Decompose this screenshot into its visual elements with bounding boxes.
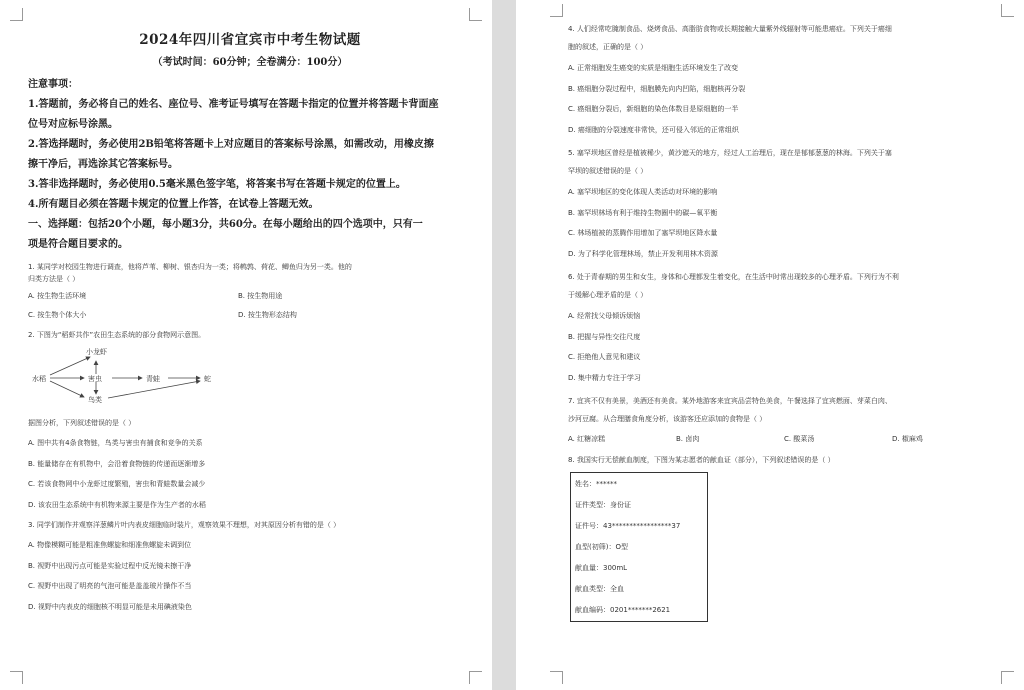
option-a: A. 图中共有4条食物链，鸟类与害虫有捕食和竞争的关系 xyxy=(28,439,203,447)
question-text: 5. 塞罕坝地区曾经是植被稀少，黄沙遮天的地方，经过人工治理后，现在是郁郁葱葱的林海。下列关于塞 xyxy=(568,149,892,157)
food-web-arrows xyxy=(28,347,228,405)
notice-line: 3.答非选择题时，务必使用0.5毫米黑色签字笔，将答案书写在答题卡规定的位置上。 xyxy=(28,179,406,190)
option-row xyxy=(28,310,472,320)
notice-line: 1.答题前，务必将自己的姓名、座位号、准考证号填写在答题卡指定的位置并将答题卡背面座 xyxy=(28,99,439,110)
question-text: 于缓解心理矛盾的是（ ） xyxy=(568,291,648,299)
node-frog: 青蛙 xyxy=(146,375,160,383)
document-page-right xyxy=(516,0,1024,690)
option-d: D. 按生物形态结构 xyxy=(238,311,297,319)
notice-line: 位号对应标号涂黑。 xyxy=(28,119,118,130)
question-text: 4. 人们经常吃腌制食品、烧烤食品、高脂肪食物或长期接触大量紫外线辐射等可能患癌症。下列关于癌细 xyxy=(568,25,892,33)
option-d: D. 癌细胞的分裂速度非常快，还可侵入邻近的正常组织 xyxy=(568,125,739,134)
question-text: 罕坝的叙述错误的是（ ） xyxy=(568,167,648,175)
question-6 xyxy=(568,268,1004,304)
crop-mark xyxy=(469,8,482,21)
crop-mark xyxy=(469,671,482,684)
crop-mark xyxy=(1001,4,1014,17)
notice-line: 擦干净后，再选涂其它答案标号。 xyxy=(28,159,178,170)
notice-line: 一、选择题：包括20个小题，每小题3分，共60分。在每小题给出的四个选项中，只有一 xyxy=(28,219,423,230)
card-id-type: 证件类型：身份证 xyxy=(575,501,631,509)
card-volume: 献血量：300mL xyxy=(575,564,628,572)
question-3-text: 3. 同学们制作并观察洋葱鳞片叶内表皮细胞临时装片，观察效果不理想，对其原因分析有错的是（ ） xyxy=(28,521,341,529)
option-c: C. 酸菜汤 xyxy=(784,435,815,443)
question-2-prompt: 据图分析，下列叙述错误的是（ ） xyxy=(28,419,136,427)
node-pest: 害虫 xyxy=(88,375,102,383)
option-c: C. 视野中出现了明亮的气泡可能是盖盖玻片操作不当 xyxy=(28,582,192,590)
option-row xyxy=(28,291,472,301)
food-web-diagram xyxy=(28,347,472,405)
card-donation-type: 献血类型：全血 xyxy=(575,585,624,593)
card-id-number: 证件号：43*****************37 xyxy=(575,522,681,530)
document-page-left xyxy=(0,0,492,690)
option-d: D. 为了科学化管理林场，禁止开发利用林木资源 xyxy=(568,249,718,258)
option-d: D. 集中精力专注于学习 xyxy=(568,373,641,382)
crop-mark xyxy=(550,671,563,684)
crop-mark xyxy=(10,671,23,684)
question-2-text: 2. 下图为“稻虾共作”农田生态系统的部分食物网示意图。 xyxy=(28,331,206,339)
question-7 xyxy=(568,392,1004,428)
question-8-text: 8. 我国实行无偿献血制度，下图为某志愿者的献血证（部分），下列叙述错误的是（ ） xyxy=(568,456,835,464)
question-4 xyxy=(568,20,1004,56)
notice-header: 注意事项： xyxy=(28,79,78,90)
question-1 xyxy=(28,261,472,285)
question-text: 胞的叙述，正确的是（ ） xyxy=(568,43,648,51)
node-bird: 鸟类 xyxy=(88,396,102,404)
option-c: C. 癌细胞分裂后，新细胞的染色体数目是原细胞的一半 xyxy=(568,105,739,113)
option-b: B. 视野中出现污点可能是实验过程中反光镜未擦干净 xyxy=(28,561,192,570)
card-donation-code: 献血编码：0201*******2621 xyxy=(575,606,671,614)
option-b: B. 癌细胞分裂过程中，细胞膜先向内凹陷，细胞核再分裂 xyxy=(568,84,746,93)
card-blood-type: 血型(初筛)：O型 xyxy=(575,543,628,551)
option-a: A. 经常找父母倾诉烦恼 xyxy=(568,312,641,320)
option-b: B. 按生物用途 xyxy=(238,292,283,300)
node-rice: 水稻 xyxy=(32,375,46,383)
option-c: C. 拒绝他人意见和建议 xyxy=(568,353,641,361)
option-a: A. 正常细胞发生癌变的实质是细胞生活环境发生了改变 xyxy=(568,64,739,72)
crop-mark xyxy=(1001,671,1014,684)
option-b: B. 把握与异性交往尺度 xyxy=(568,332,641,341)
crop-mark xyxy=(10,8,23,21)
option-d: D. 椒麻鸡 xyxy=(892,435,923,443)
blood-donation-certificate xyxy=(570,472,708,622)
notice-line: 项是符合题目要求的。 xyxy=(28,239,128,250)
exam-title: 2024年四川省宜宾市中考生物试题 xyxy=(139,32,361,48)
option-a: A. 红糖凉糕 xyxy=(568,435,606,443)
option-d: D. 该农田生态系统中有机物来源主要是作为生产者的水稻 xyxy=(28,500,206,509)
question-text: 7. 宜宾不仅有美景，美酒还有美食。某外地游客来宜宾品尝特色美食，午餐选择了宜宾燃面、芽菜白肉、 xyxy=(568,397,892,405)
node-snake: 蛇 xyxy=(204,375,211,383)
question-5 xyxy=(568,144,1004,180)
exam-subtitle: （考试时间：60分钟；全卷满分：100分） xyxy=(152,57,348,68)
option-a: A. 塞罕坝地区的变化体现人类活动对环境的影响 xyxy=(568,188,718,196)
question-text: 沙河豆腐。从合理膳食角度分析，该游客还应添加的食物是（ ） xyxy=(568,415,767,423)
option-d: D. 视野中内表皮的细胞核不明显可能是未用碘液染色 xyxy=(28,602,192,611)
question-text: 6. 处于青春期的男生和女生，身体和心理都发生着变化，在生活中时常出现较多的心理矛盾。下列行为不利 xyxy=(568,273,899,281)
crop-mark xyxy=(550,4,563,17)
question-text: 1. 某同学对校园生物进行调查，他将芦苇、柳树、银杏归为一类；将鹌鹑、荷花、鲫鱼归为另一类。他的 xyxy=(28,263,352,271)
node-crayfish: 小龙虾 xyxy=(86,348,107,356)
option-row xyxy=(568,434,1004,444)
option-b: B. 能量储存在有机物中，会沿着食物链的传递而逐渐增多 xyxy=(28,459,206,468)
option-a: A. 物像模糊可能是粗准焦螺旋和细准焦螺旋未调到位 xyxy=(28,541,192,549)
option-b: B. 塞罕坝林场有利于维持生物圈中的碳—氧平衡 xyxy=(568,208,718,217)
option-c: C. 按生物个体大小 xyxy=(28,311,87,319)
question-text: 归类方法是（ ） xyxy=(28,275,80,283)
option-c: C. 若该食物网中小龙虾过度繁殖，害虫和青蛙数量会减少 xyxy=(28,480,206,488)
option-c: C. 林场植被的蒸腾作用增加了塞罕坝地区降水量 xyxy=(568,229,718,237)
option-a: A. 按生物生活环境 xyxy=(28,292,87,300)
option-b: B. 卤肉 xyxy=(676,435,700,443)
notice-line: 4.所有题目必须在答题卡规定的位置上作答，在试卷上答题无效。 xyxy=(28,199,319,210)
notice-line: 2.答选择题时，务必使用2B铅笔将答题卡上对应题目的答案标号涂黑，如需改动，用橡皮擦 xyxy=(28,139,434,150)
card-name: 姓名：****** xyxy=(575,480,617,488)
